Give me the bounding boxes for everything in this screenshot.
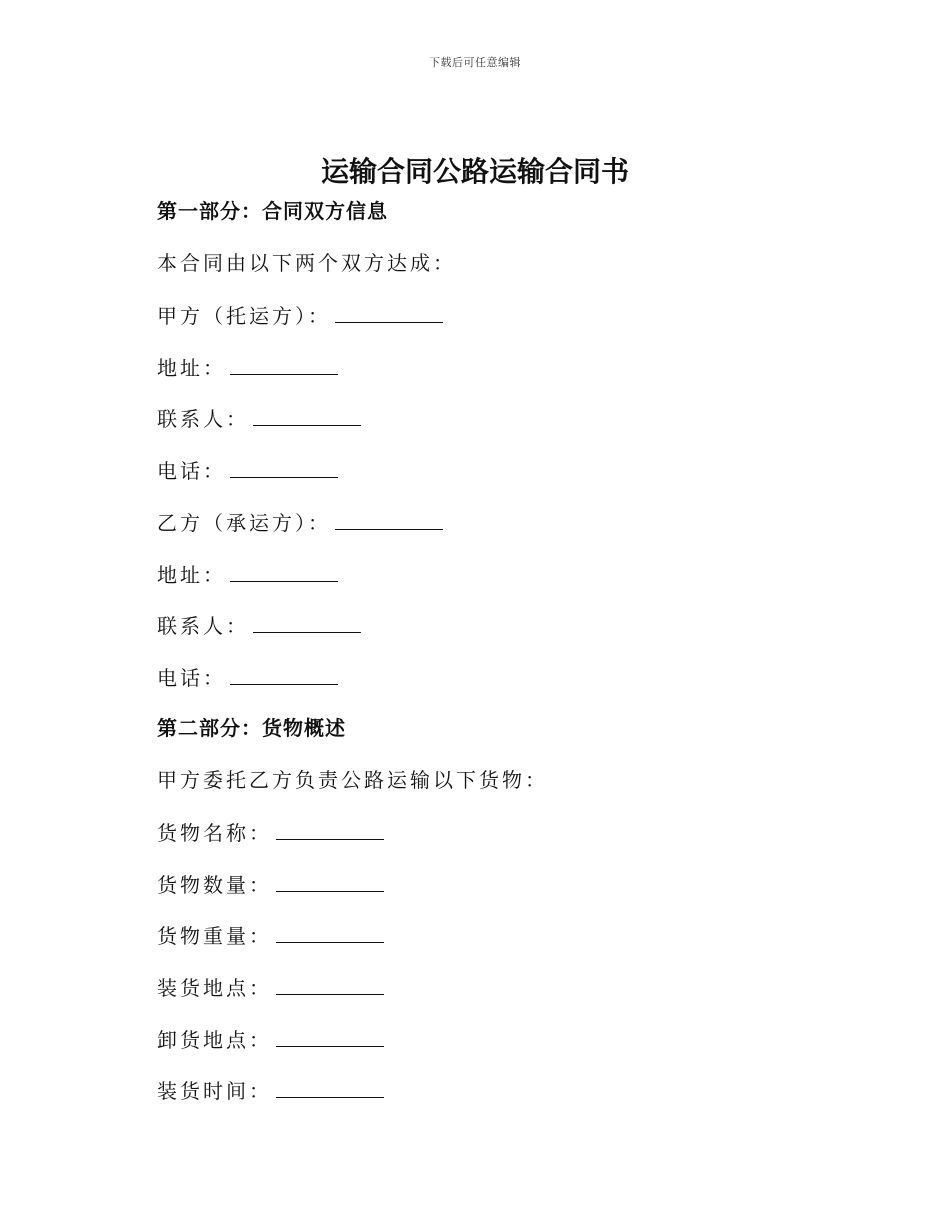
party-a-phone-line [157, 457, 338, 484]
party-b-blank[interactable] [335, 509, 443, 530]
page-header-note: 下载后可任意编辑 [429, 56, 521, 69]
goods-quantity-blank[interactable] [276, 871, 384, 892]
party-b-contact-line [157, 612, 361, 639]
goods-weight-label: 货物重量： [157, 924, 272, 948]
party-a-address-blank[interactable] [230, 354, 338, 375]
party-b-contact-blank[interactable] [253, 612, 361, 633]
loading-time-line [157, 1077, 384, 1104]
party-a-contact-line [157, 405, 361, 432]
party-b-label: 乙方（承运方）： [157, 511, 331, 535]
party-a-phone-label: 电话： [157, 459, 226, 483]
section-heading-part2: 第二部分：货物概述 [157, 716, 346, 740]
party-a-address-label: 地址： [157, 356, 226, 380]
goods-weight-line [157, 922, 384, 949]
unloading-place-line [157, 1026, 384, 1053]
party-b-address-blank[interactable] [230, 561, 338, 582]
party-a-address-line [157, 354, 338, 381]
section-heading-part1: 第一部分：合同双方信息 [157, 199, 388, 223]
goods-name-blank[interactable] [276, 819, 384, 840]
loading-time-blank[interactable] [276, 1077, 384, 1098]
party-a-label: 甲方（托运方）： [157, 304, 331, 328]
goods-name-line [157, 819, 384, 846]
party-a-contact-blank[interactable] [253, 405, 361, 426]
document-title: 运输合同公路运输合同书 [320, 155, 629, 188]
party-b-contact-label: 联系人： [157, 614, 249, 638]
party-a-phone-blank[interactable] [230, 457, 338, 478]
loading-place-line [157, 974, 384, 1001]
goods-quantity-label: 货物数量： [157, 873, 272, 897]
goods-name-label: 货物名称： [157, 821, 272, 845]
part1-intro: 本合同由以下两个双方达成： [157, 251, 456, 275]
loading-place-blank[interactable] [276, 974, 384, 995]
party-b-phone-line [157, 664, 338, 691]
party-b-line [157, 509, 443, 536]
party-a-blank[interactable] [335, 302, 443, 323]
party-a-contact-label: 联系人： [157, 407, 249, 431]
loading-place-label: 装货地点： [157, 976, 272, 1000]
unloading-place-label: 卸货地点： [157, 1028, 272, 1052]
goods-weight-blank[interactable] [276, 922, 384, 943]
party-b-address-line [157, 561, 338, 588]
party-b-phone-blank[interactable] [230, 664, 338, 685]
part2-intro: 甲方委托乙方负责公路运输以下货物： [157, 768, 548, 792]
unloading-place-blank[interactable] [276, 1026, 384, 1047]
goods-quantity-line [157, 871, 384, 898]
party-b-address-label: 地址： [157, 563, 226, 587]
loading-time-label: 装货时间： [157, 1079, 272, 1103]
party-b-phone-label: 电话： [157, 666, 226, 690]
party-a-line [157, 302, 443, 329]
